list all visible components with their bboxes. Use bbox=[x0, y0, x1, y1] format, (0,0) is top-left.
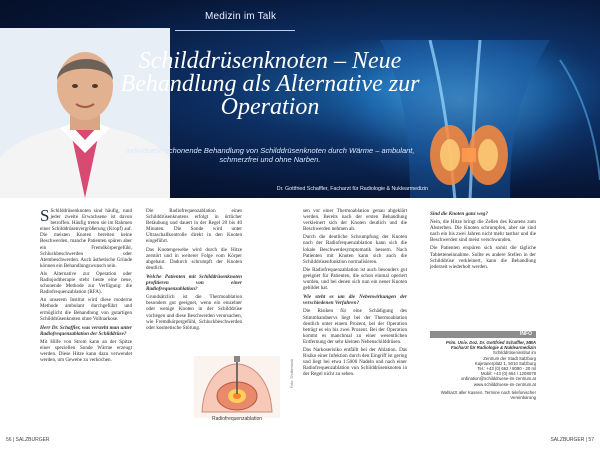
paragraph: sen vor einer Thermoablation genau abgeklärt werden. Bereits nach der ersten Behandlung verkleinert sich der Knoten deutlich und die Beschwerden nehmen ab. bbox=[303, 208, 407, 233]
appointment-note: Wahlarzt aller Kassen, Termine nach telefonischer Vereinbarung bbox=[440, 389, 536, 401]
interview-question: Herr Dr. Schaffler, was versteht man unter Radiofrequenzablation der Schilddrüse? bbox=[40, 324, 132, 337]
contact-info-box bbox=[430, 340, 536, 400]
contact-line: Kajetanerplatz 1, 5010 Salzburg bbox=[474, 360, 536, 366]
paragraph: Die Patienten erspüren sich somit die tägliche Tabletteneinnahme. Sollte es andere Stellen in der Schilddrüse verkleinert, kann die Behandlung jederzeit wiederholt werden. bbox=[430, 245, 536, 270]
info-label: INFO bbox=[520, 331, 532, 337]
contact-website[interactable]: www.schilddruese-im-zentrum.at bbox=[473, 381, 536, 387]
interview-question: Welche Patienten mit Schilddrüsenknoten profitieren von einer Radiofrequenzablation? bbox=[146, 273, 242, 293]
page-subline: Individuelle schonende Behandlung von Schilddrüsenknoten durch Wärme – ambulant, schmerzfrei und ohne Narben. bbox=[125, 146, 415, 164]
footer-page-right: SALZBURGER | 57 bbox=[550, 437, 594, 443]
text-column-1 bbox=[40, 208, 132, 365]
intro-text: Schilddrüsenknoten sind häufig, rund jeder zweite Erwachsene ist davon betroffen. Häufig treten sie im Rahmen einer Schilddrüsenvergrößerung (Kropf) auf. Die meisten Knoten bereiten keine Beschwerden, manche Patienten spüren aber ein Fremdkörpergefühl, Schluckbeschwerden oder Atembeschwerden. Auch ästhetische Gründe können ein Behandlungswunsch sein. bbox=[40, 208, 132, 269]
paragraph: Grundsätzlich ist die Thermoablation besonders gut geeignet, wenn ein einzelner oder wenige Knoten in der Schilddrüse vorliegen und diese Beschwerden verursachen, wie Fremdkörpergefühl, Schluckbeschwerden oder kosmetische Störung. bbox=[146, 294, 242, 331]
paragraph: An unserem Institut wird diese moderne Methode ambulant durchgeführt und ermöglicht die Behandlung von gutartigen Schilddrüsenknoten ohne Vollnarkose. bbox=[40, 297, 132, 322]
hero-banner bbox=[0, 0, 600, 198]
contact-line: Tel.: +43 (0) 662 / 8080 - 20 ml bbox=[477, 366, 536, 372]
paragraph: Als Alternative zur Operation oder Radiojodtherapie steht heute eine neue, schonende Methode zur Verfügung: die Radiofrequenzablation (RFA). bbox=[40, 270, 132, 296]
text-column-4 bbox=[430, 208, 536, 272]
doctor-name: Prim. Univ. Doz. Dr. Gottfried Schaffler, MBA bbox=[445, 340, 536, 345]
contact-line: Mobil: +43 (0) 664 / 1208079 bbox=[480, 371, 536, 377]
paragraph: Durch die deutliche Schrumpfung der Knoten nach der Radiofrequenzablation kann sich die lokale Beschwerdesymptomatik bessern. Nach Patienten mit Knoten kann sich auch die Schilddrüsenfunktion normalisieren. bbox=[303, 234, 407, 265]
rubric-underline bbox=[175, 30, 295, 31]
contact-email[interactable]: ordination@schilddruese-im-zentrum.at bbox=[460, 376, 536, 382]
contact-line: Zentrum der Stadt Salzburg bbox=[483, 355, 536, 361]
author-credit: Dr. Gottfried Schaffler, Facharzt für Radiologie & Nuklearmedizin bbox=[276, 186, 428, 192]
info-box-header bbox=[430, 331, 536, 338]
photo-credit: Foto: Shutterstock bbox=[290, 358, 294, 388]
intro-paragraph bbox=[40, 208, 132, 269]
paragraph: Mit Hilfe von Strom kann an der Spitze einer speziellen Sonde Wärme erzeugt werden. Diese Hitze kann dazu verwendet werden, um Gewebe zu verkochen. bbox=[40, 338, 132, 364]
figure-caption: Radiofrequenzablation bbox=[211, 416, 263, 422]
drop-cap: S bbox=[40, 206, 50, 225]
paragraph: Die Radiofrequenzablation eines Schilddrüsenknotens erfolgt in örtlicher Betäubung und dauert in der Regel 20 bis 40 Minuten. Die Sonde wird unter Ultraschallkontrolle direkt in den Knoten eingeführt. bbox=[146, 208, 242, 245]
paragraph: Die Risiken für eine Schädigung des Stimmbandnervs liegt bei der Thermoablation deutlich unter einem Prozent, bei der Operation beträgt es ein bis zwei Prozent. Bei der Operation kommt es manchmal zu einer wesentlichen Entfernung der sehr kleinen Nebenschilddrüsen. bbox=[303, 308, 407, 345]
paragraph: Das Knotengewebe wird durch die Hitze zerstört und in weiterer Folge vom Körper abgebaut. Dadurch schrumpft der Knoten deutlich. bbox=[146, 246, 242, 271]
rubric-label: Medizin im Talk bbox=[205, 11, 277, 22]
footer-page-left: 56 | SALZBURGER bbox=[6, 437, 50, 443]
paragraph: Nein, die Hitze bringt die Zellen des Knotens zum Absterben. Die Knoten schrumpfen, aber sie sind nach ein bis zwei Jahren nicht mehr tastbar und die Beschwerden sind meist verschwunden. bbox=[430, 219, 536, 244]
paragraph: Das Narkoserisiko entfällt bei der Ablation. Das Risiko einer Infektion durch den Eingriff ist gering und liegt bei etwa 1:5000 Nadeln und nach einer Radiofrequenzablation von Schilddrüsenknoten in der Regel nicht zu sehen. bbox=[303, 346, 407, 378]
text-column-2 bbox=[146, 208, 242, 333]
text-column-3 bbox=[303, 208, 407, 379]
doctor-title: Facharzt für Radiologie & Nuklearmedizin bbox=[451, 345, 536, 351]
interview-question: Sind die Knoten ganz weg? bbox=[430, 211, 488, 217]
paragraph: Die Radiofrequenzablation ist auch besonders gut geeignet für Patienten, die schon einmal operiert wurden, und bei denen sich nun ein neuer Knoten gebildet hat. bbox=[303, 266, 407, 292]
contact-line: Schilddrüseninstitut im bbox=[493, 350, 536, 356]
interview-question: Wie steht es um die Nebenwirkungen der verschiedenen Verfahren? bbox=[303, 294, 407, 307]
rfa-diagram bbox=[194, 356, 280, 418]
page-headline: Schilddrüsenknoten – Neue Behandlung als Alternative zur Operation bbox=[120, 48, 420, 120]
